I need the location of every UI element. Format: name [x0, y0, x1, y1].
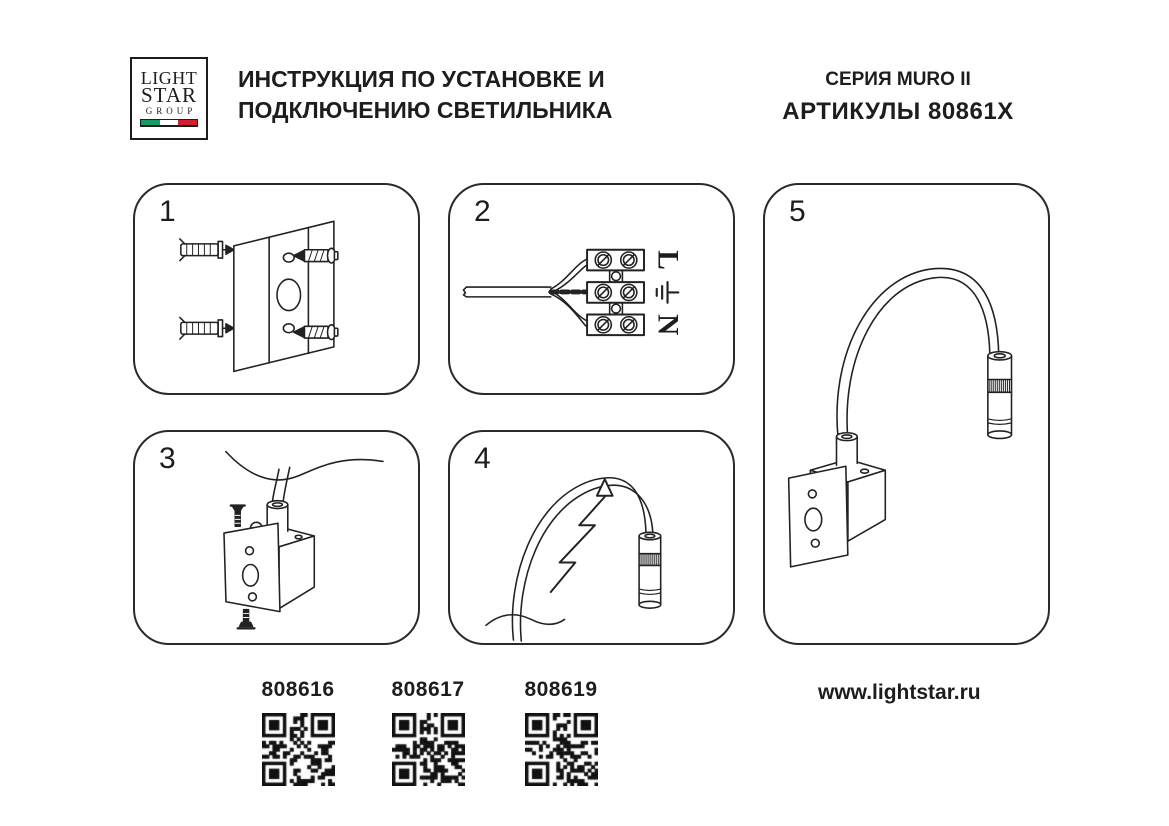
title-line-2: ПОДКЛЮЧЕНИЮ СВЕТИЛЬНИКА [238, 97, 613, 123]
terminal-block-wiring-diagram [450, 185, 733, 393]
article-code: 808617 [391, 678, 465, 701]
article-code: 808619 [524, 678, 598, 701]
step-number: 1 [159, 195, 176, 228]
wall-plate-mounting-diagram [135, 185, 418, 393]
wall-edge-line [486, 615, 565, 626]
supply-cable [463, 260, 587, 327]
gooseneck-arm [837, 268, 999, 438]
wall-dowel-bottom [180, 317, 234, 339]
assembled-luminaire-diagram [765, 185, 1048, 643]
cable-gland-cylinder [836, 433, 857, 466]
step-number: 3 [159, 442, 176, 475]
line-terminal-label: L [651, 250, 684, 270]
series-block [748, 69, 1048, 126]
bottom-screw [238, 610, 255, 629]
italian-flag-icon [140, 119, 198, 127]
step-panel-3 [133, 430, 420, 645]
lamp-head [639, 532, 661, 608]
lightstar-logo [130, 57, 208, 140]
cable [272, 467, 290, 504]
neutral-terminal-label: N [651, 314, 684, 336]
logo-line-group: GROUP [145, 106, 197, 116]
back-plate [789, 466, 848, 567]
series-name: СЕРИЯ MURO II [825, 69, 971, 90]
flag-green [141, 120, 160, 125]
gooseneck-arm [512, 478, 652, 641]
qr-code [525, 713, 598, 786]
title-line-1: ИНСТРУКЦИЯ ПО УСТАНОВКЕ И [238, 66, 605, 92]
website-url: www.lightstar.ru [818, 681, 981, 704]
articles-title: АРТИКУЛЫ 80861X [782, 98, 1014, 125]
top-screw [231, 506, 245, 527]
qr-code [392, 713, 465, 786]
step-panel-2 [448, 183, 735, 395]
logo-line-star: STAR [141, 83, 197, 107]
terminal-block [587, 250, 644, 335]
step-panel-4 [448, 430, 735, 645]
wall-edge-line [226, 452, 383, 480]
step-number: 4 [474, 442, 491, 475]
article-block [391, 678, 465, 791]
step-number: 5 [789, 195, 806, 228]
qr-code [262, 713, 335, 786]
article-block [261, 678, 335, 791]
flex-direction-arrow [551, 479, 613, 592]
step-panel-1 [133, 183, 420, 395]
step-panel-5 [763, 183, 1050, 645]
flag-white [160, 120, 179, 125]
article-code: 808616 [261, 678, 335, 701]
step-number: 2 [474, 195, 491, 228]
article-block [524, 678, 598, 791]
logo-line-light: LIGHT [140, 68, 198, 88]
base-assembly-diagram [135, 432, 418, 643]
wall-dowel-top [180, 239, 234, 261]
mounting-plate [234, 221, 334, 371]
flexible-arm-diagram [450, 432, 733, 643]
lamp-head [988, 352, 1012, 439]
earth-ground-icon [657, 282, 679, 303]
back-plate [224, 523, 280, 611]
flag-red [178, 120, 197, 125]
page-title [238, 64, 612, 126]
